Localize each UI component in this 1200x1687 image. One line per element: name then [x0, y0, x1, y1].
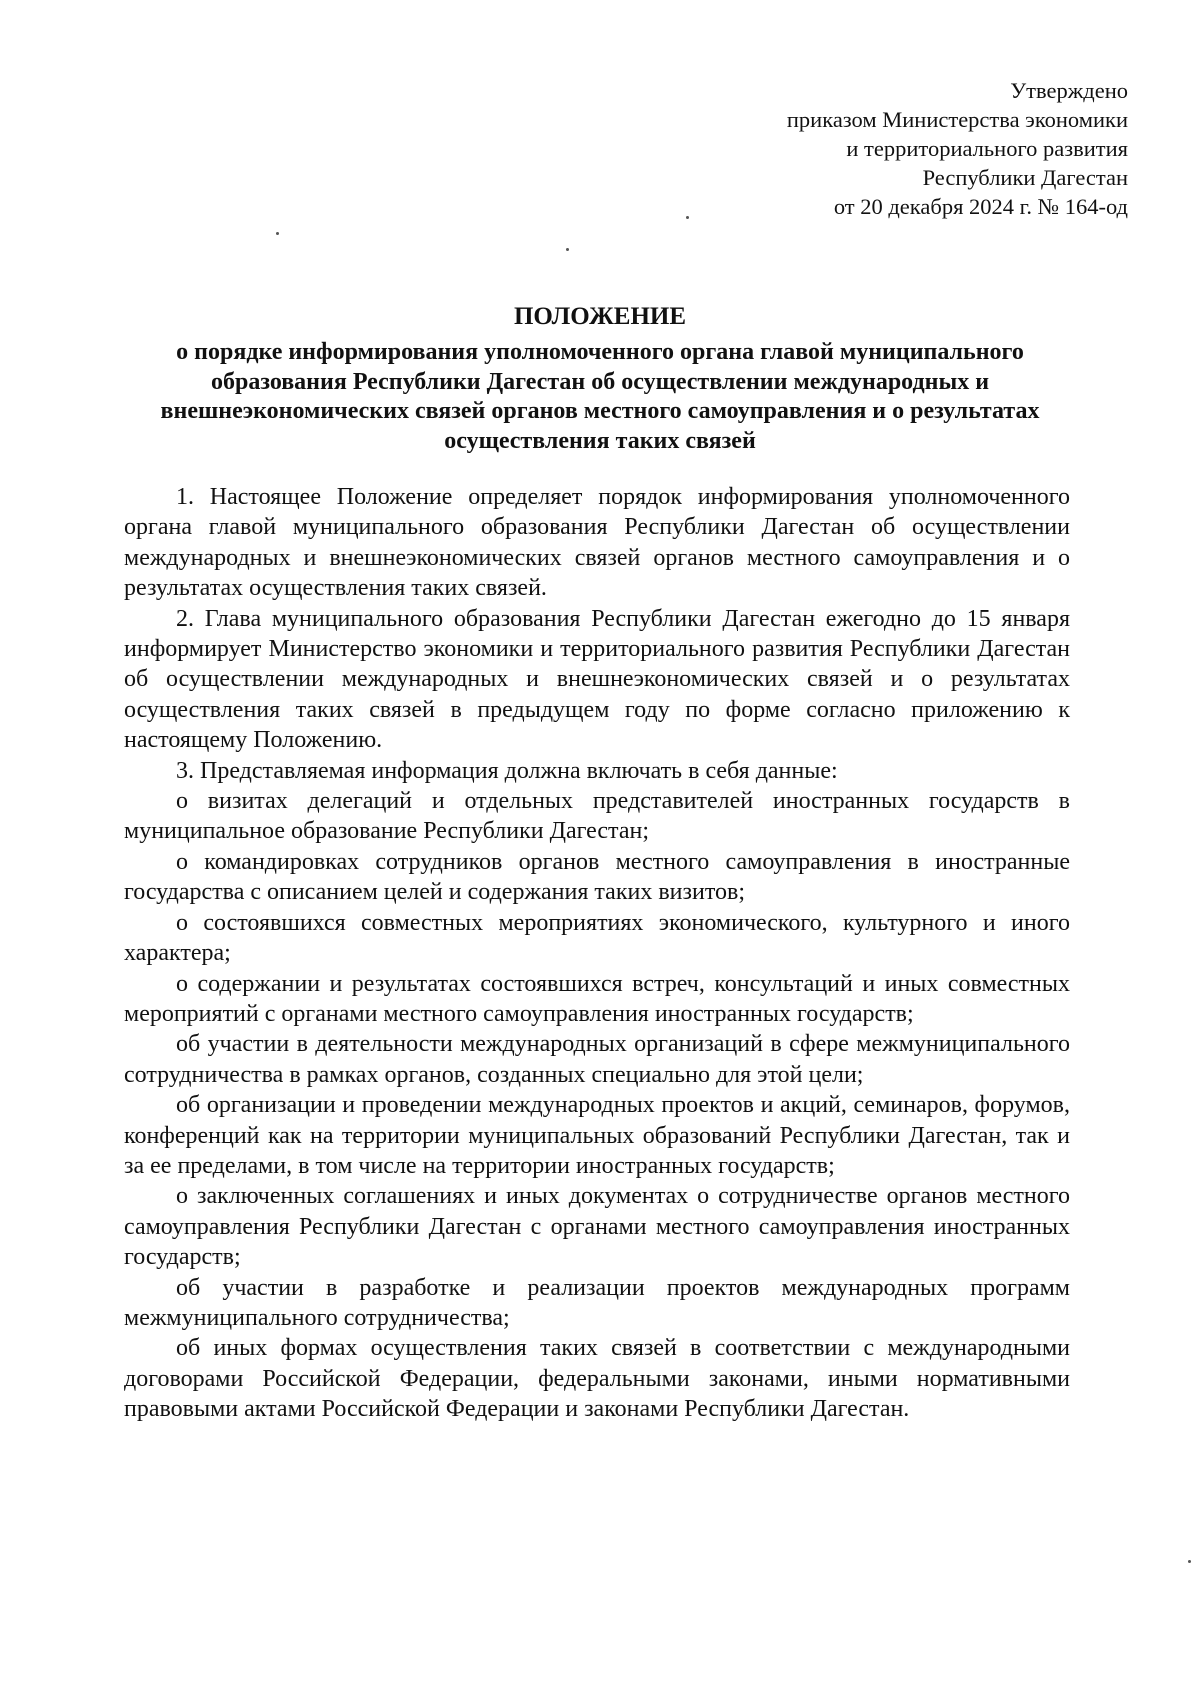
scan-speck: [1188, 1560, 1191, 1563]
approval-line: Республики Дагестан: [922, 165, 1128, 190]
approval-line: приказом Министерства экономики: [786, 107, 1128, 132]
paragraph: о содержании и результатах состоявшихся встреч, консультаций и иных совместных мероприятий с органами местного самоуправления иностранных государств;: [124, 970, 1070, 1027]
paragraph: 3. Представляемая информация должна включать в себя данные:: [176, 757, 838, 784]
approval-line: Утверждено: [1010, 78, 1128, 103]
paragraph: о командировках сотрудников органов местного самоуправления в иностранные государства с описанием целей и содержания таких визитов;: [124, 848, 1070, 906]
scan-speck: [566, 248, 569, 251]
scan-speck: [686, 216, 689, 219]
approval-line: от 20 декабря 2024 г. № 164-од: [833, 194, 1128, 219]
paragraph: о состоявшихся совместных мероприятиях экономического, культурного и иного характера;: [124, 909, 1070, 967]
paragraph: 1. Настоящее Положение определяет порядок информирования уполномоченного органа главой муниципального образования Республики Дагестан об осуществлении международных и внешнеэкономических связей органов местного самоуправления и о результатах осуществления таких связей.: [124, 484, 1070, 602]
paragraph: об организации и проведении международных проектов и акций, семинаров, форумов, конференций как на территории муниципальных образований Республики Дагестан, так и за ее пределами, в том числе на территории иностранных государств;: [124, 1092, 1070, 1179]
paragraph: 2. Глава муниципального образования Республики Дагестан ежегодно до 15 января информирует Министерство экономики и территориального развития Республики Дагестан об осуществлении международных и внешнеэкономических связей и о результатах осуществления таких связей в предыдущем году по форме согласно приложению к настоящему Положению.: [124, 605, 1070, 754]
document-body: [124, 482, 1070, 1425]
approval-line: и территориального развития: [846, 136, 1128, 161]
title-block: [120, 300, 1080, 456]
paragraph: о визитах делегаций и отдельных представителей иностранных государств в муниципальное образование Республики Дагестан;: [124, 788, 1070, 845]
paragraph: о заключенных соглашениях и иных документах о сотрудничестве органов местного самоуправления Республики Дагестан с органами местного самоуправления иностранных государств;: [124, 1183, 1070, 1271]
approval-stamp: [708, 76, 1128, 221]
paragraph: об иных формах осуществления таких связей в соответствии с международными договорами Российской Федерации, федеральными законами, иными нормативными правовыми актами Российской Федерации и законами Республики Дагестан.: [124, 1335, 1070, 1423]
scan-speck: [276, 232, 279, 235]
document-subtitle: о порядке информирования уполномоченного органа главой муниципального образования Республики Дагестан об осуществлении международных и внешнеэкономических связей органов местного самоуправления и о результатах осуществления таких связей: [160, 339, 1040, 454]
paragraph: об участии в разработке и реализации проектов международных программ межмуниципального сотрудничества;: [124, 1274, 1070, 1331]
document-title: ПОЛОЖЕНИЕ: [513, 303, 687, 330]
paragraph: об участии в деятельности международных организаций в сфере межмуниципального сотрудничества в рамках органов, созданных специально для этой цели;: [124, 1031, 1070, 1088]
